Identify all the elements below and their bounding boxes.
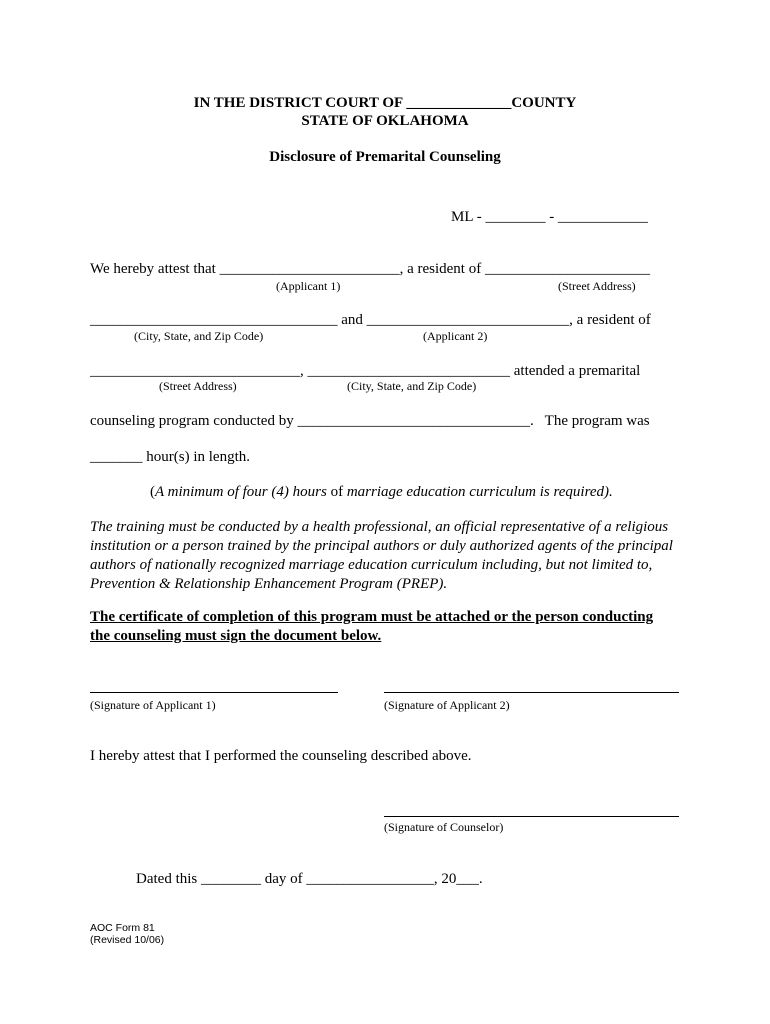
applicant-1-signature-caption: (Signature of Applicant 1) xyxy=(90,698,216,712)
minimum-requirement-line xyxy=(150,485,613,500)
training-paragraph-line-2: institution or a person trained by the principal authors or duly authorized agents of the principal xyxy=(90,538,673,554)
attestation-line-4: counseling program conducted by _______________________________. The program was xyxy=(90,413,650,429)
caption-applicant-2: (Applicant 2) xyxy=(423,329,488,343)
requirement-part-1: A minimum of four (4) hours xyxy=(155,484,327,500)
applicant-2-signature-caption: (Signature of Applicant 2) xyxy=(384,698,510,712)
form-number: AOC Form 81 xyxy=(90,922,155,934)
training-paragraph-line-1: The training must be conducted by a health professional, an official representative of a religious xyxy=(90,519,669,535)
requirement-of-word: of xyxy=(326,484,347,500)
caption-applicant-1: (Applicant 1) xyxy=(276,279,341,293)
applicant-1-signature-line[interactable] xyxy=(90,692,338,693)
caption-city-state-zip-1: (City, State, and Zip Code) xyxy=(134,329,264,343)
counselor-signature-line[interactable] xyxy=(384,816,679,817)
attestation-line-2: _________________________________ and ___________________________, a resident of xyxy=(90,312,651,328)
applicant-2-signature-line[interactable] xyxy=(384,692,679,693)
court-heading: IN THE DISTRICT COURT OF ______________COUNTY xyxy=(193,95,577,111)
form-revision: (Revised 10/06) xyxy=(90,934,165,946)
counselor-signature-caption: (Signature of Counselor) xyxy=(384,820,504,834)
state-heading: STATE OF OKLAHOMA xyxy=(301,113,469,129)
certificate-notice-line-1: The certificate of completion of this program must be attached or the person conducting xyxy=(90,609,654,625)
training-paragraph-line-4: Prevention & Relationship Enhancement Program (PREP). xyxy=(90,576,448,592)
counselor-statement: I hereby attest that I performed the counseling described above. xyxy=(90,748,472,764)
open-paren: ( xyxy=(150,484,155,500)
requirement-part-2: marriage education curriculum is required). xyxy=(346,484,613,500)
training-paragraph-line-3: authors of nationally recognized marriage education curriculum including, but not limited to, xyxy=(90,557,653,573)
case-number-line: ML - ________ - ____________ xyxy=(451,209,648,225)
caption-street-address-2: (Street Address) xyxy=(159,379,237,393)
certificate-notice-line-2: the counseling must sign the document below. xyxy=(90,628,382,644)
form-title: Disclosure of Premarital Counseling xyxy=(269,149,501,165)
caption-city-state-zip-2: (City, State, and Zip Code) xyxy=(347,379,477,393)
dated-line: Dated this ________ day of _________________, 20___. xyxy=(136,871,483,887)
attestation-line-1: We hereby attest that ________________________, a resident of ______________________ xyxy=(90,261,650,277)
caption-street-address-1: (Street Address) xyxy=(558,279,636,293)
attestation-line-5: _______ hour(s) in length. xyxy=(90,449,250,465)
attestation-line-3: ____________________________, ___________________________ attended a premarital xyxy=(90,363,641,379)
